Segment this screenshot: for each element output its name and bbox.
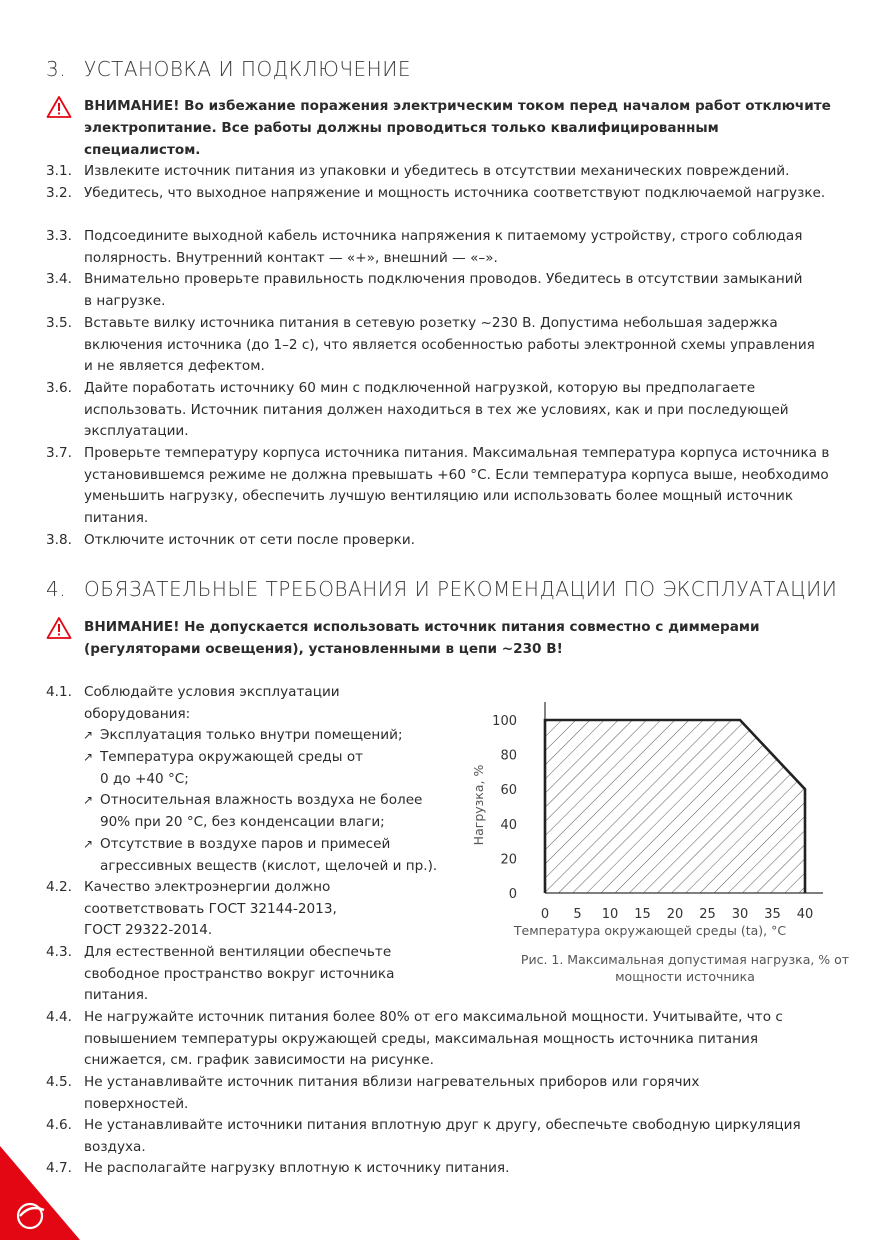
section-4-heading — [46, 577, 837, 601]
item-number: 3.3. — [46, 228, 72, 244]
item-text: Соблюдайте условия эксплуатации оборудования: — [84, 684, 340, 722]
list-item — [46, 226, 846, 269]
item-number: 4.4. — [46, 1009, 72, 1025]
x-tick-label: 5 — [573, 907, 582, 922]
item-text: Качество электроэнергии должно соответствовать ГОСТ 32144-2013, ГОСТ 29322-2014. — [84, 879, 337, 939]
warning-text: ВНИМАНИЕ! Не допускается использовать источник питания совместно с диммерами (регуляторами освещения), установленными в цепи ~230 В! — [84, 619, 760, 657]
section-3-number: 3. — [46, 57, 67, 81]
arrow-bullet-icon: ↗ — [83, 793, 94, 807]
bullet-item — [83, 747, 373, 790]
item-number: 3.4. — [46, 271, 72, 287]
y-tick-label: 40 — [500, 817, 517, 833]
y-tick-label: 60 — [500, 783, 517, 799]
list-item — [46, 378, 836, 443]
section-3-title: УСТАНОВКА И ПОДКЛЮЧЕНИЕ — [84, 57, 411, 81]
list-item — [46, 313, 826, 378]
x-axis-label: Температура окружающей среды (ta), °С — [513, 923, 787, 938]
y-axis-label: Нагрузка, % — [471, 764, 486, 846]
item-text: Внимательно проверьте правильность подключения проводов. Убедитесь в отсутствии замыканий в нагрузке. — [84, 271, 803, 309]
item-text: Не устанавливайте источники питания вплотную друг к другу, обеспечьте свободную циркуляция воздуха. — [84, 1117, 801, 1155]
item-text: Извлеките источник питания из упаковки и убедитесь в отсутствии механических повреждений. — [84, 163, 790, 179]
item-text: Убедитесь, что выходное напряжение и мощность источника соответствуют подключаемой нагрузке. — [84, 185, 826, 201]
item-number: 4.1. — [46, 684, 72, 700]
item-number: 4.5. — [46, 1074, 72, 1090]
y-tick-label: 0 — [508, 887, 517, 902]
brand-logo-icon — [0, 1146, 80, 1240]
item-text: Не располагайте нагрузку вплотную к источнику питания. — [84, 1160, 510, 1176]
item-number: 3.2. — [46, 185, 72, 201]
warning-triangle-icon — [46, 95, 72, 119]
bullet-item — [83, 790, 448, 833]
list-item — [46, 1115, 806, 1158]
item-number: 3.5. — [46, 315, 72, 331]
section-3-heading — [46, 57, 411, 81]
bullet-text: Отсутствие в воздухе паров и примесей агрессивных веществ (кислот, щелочей и пр.). — [100, 836, 438, 874]
item-text: Вставьте вилку источника питания в сетевую розетку ~230 В. Допустима небольшая задержка включения источника (до 1–2 с), что является особенностью работы электронной схемы управления и не является дефектом. — [84, 315, 815, 375]
list-item — [46, 183, 826, 205]
item-text: Для естественной вентиляции обеспечьте свободное пространство вокруг источника питания. — [84, 944, 395, 1004]
section-3-warning — [46, 95, 836, 161]
bullet-item — [83, 725, 443, 747]
item-number: 4.6. — [46, 1117, 72, 1133]
x-tick-label: 25 — [699, 907, 716, 922]
list-item — [46, 682, 406, 725]
item-text: Проверьте температуру корпуса источника питания. Максимальная температура корпуса источника в установившемся режиме не должна превышать +60 °С. Если температура корпуса выше, необходимо уменьшить нагрузку, обеспечить лучшую вентиляцию или использовать более мощный источник питания. — [84, 445, 830, 526]
section-4-warning — [46, 616, 806, 660]
item-text: Дайте поработать источнику 60 мин с подключенной нагрузкой, которую вы предполагаете использовать. Источник питания должен находиться в тех же условиях, как и при последующей эксплуатации. — [84, 380, 789, 440]
list-item — [46, 877, 366, 942]
section-4-title: ОБЯЗАТЕЛЬНЫЕ ТРЕБОВАНИЯ И РЕКОМЕНДАЦИИ ПО ЭКСПЛУАТАЦИИ — [84, 577, 838, 601]
x-tick-label: 40 — [796, 907, 814, 922]
warning-triangle-icon — [46, 616, 72, 640]
x-tick-label: 15 — [634, 907, 651, 922]
item-number: 3.1. — [46, 163, 72, 179]
figure-caption: Рис. 1. Максимальная допустимая нагрузка, % от мощности источника — [520, 952, 850, 984]
list-item — [46, 530, 846, 552]
item-text: Отключите источник от сети после проверки. — [84, 532, 415, 548]
item-text: Не устанавливайте источник питания вблизи нагревательных приборов или горячих поверхностей. — [84, 1074, 700, 1112]
list-item — [46, 161, 846, 183]
item-number: 4.7. — [46, 1160, 72, 1176]
bullet-text: Температура окружающей среды от 0 до +40 °С; — [100, 749, 364, 787]
derating-chart — [450, 690, 870, 990]
x-tick-label: 35 — [764, 907, 781, 922]
bullet-item — [83, 834, 473, 877]
y-tick-label: 100 — [492, 714, 517, 729]
x-tick-label: 20 — [666, 907, 684, 922]
item-number: 3.8. — [46, 532, 72, 548]
item-number: 3.6. — [46, 380, 72, 396]
bullet-text: Относительная влажность воздуха не более 90% при 20 °С, без конденсации влаги; — [100, 792, 423, 830]
arrow-bullet-icon: ↗ — [83, 750, 94, 764]
x-tick-label: 30 — [731, 907, 749, 922]
section-4-number: 4. — [46, 577, 67, 601]
list-item — [46, 269, 806, 312]
item-number: 4.2. — [46, 879, 72, 895]
warning-text: ВНИМАНИЕ! Во избежание поражения электрическим током перед началом работ отключите электропитание. Все работы должны проводиться только квалифицированным специалистом. — [84, 98, 831, 158]
arrow-bullet-icon: ↗ — [83, 728, 94, 742]
y-tick-label: 80 — [500, 748, 517, 764]
item-text: Подсоедините выходной кабель источника напряжения к питаемому устройству, строго соблюдая полярность. Внутренний контакт — «+», внешний — «–». — [84, 228, 803, 266]
item-number: 4.3. — [46, 944, 72, 960]
x-tick-label: 0 — [540, 907, 550, 922]
bullet-text: Эксплуатация только внутри помещений; — [100, 727, 403, 743]
list-item — [46, 1007, 806, 1072]
item-number: 3.7. — [46, 445, 72, 461]
list-item — [46, 1158, 806, 1180]
arrow-bullet-icon: ↗ — [83, 837, 94, 851]
y-tick-label: 20 — [500, 852, 517, 868]
x-tick-label: 10 — [601, 907, 619, 922]
list-item — [46, 443, 846, 529]
item-text: Не нагружайте источник питания более 80% от его максимальной мощности. Учитывайте, что с повышением температуры окружающей среды, максимальная мощность источника питания снижается, см. график зависимости на рисунке. — [84, 1009, 783, 1069]
list-item — [46, 942, 426, 1007]
list-item — [46, 1072, 806, 1115]
